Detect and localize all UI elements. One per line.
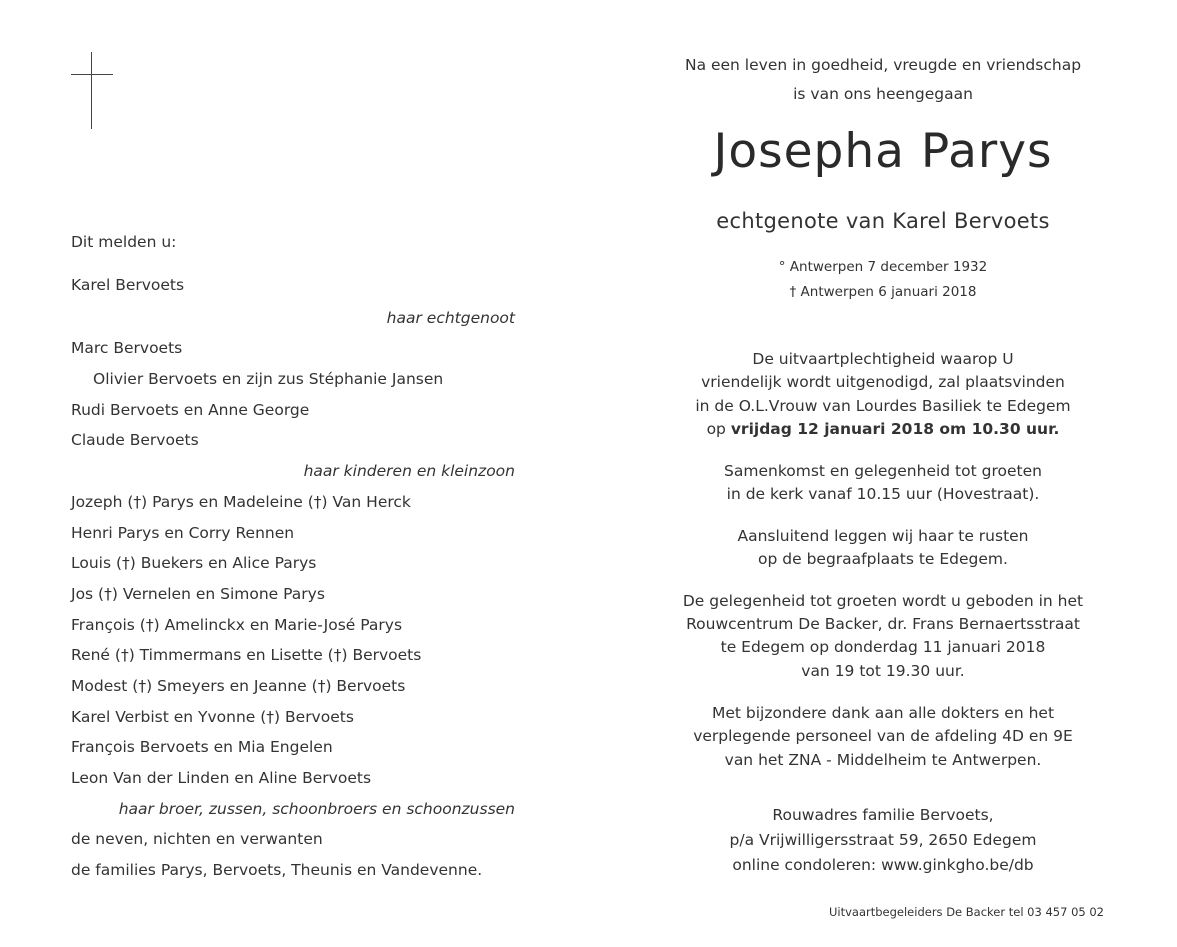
ceremony-line: vriendelijk wordt uitgenodigd, zal plaatsvinden [701, 373, 1065, 391]
mourner-line: Karel Bervoets [71, 276, 185, 294]
viewing-line: van 19 tot 19.30 uur. [801, 662, 965, 680]
mourner-line: François (†) Amelinckx en Marie-José Parys [71, 616, 403, 634]
opening-line: Na een leven in goedheid, vreugde en vriendschap [684, 56, 1082, 74]
relation-label: haar kinderen en kleinzoon [303, 462, 515, 480]
mourner-line: Louis (†) Buekers en Alice Parys [71, 554, 317, 572]
relation-label: haar echtgenoot [386, 309, 515, 327]
mourner-line: Henri Parys en Corry Rennen [71, 524, 295, 542]
opening-line: is van ons heengegaan [793, 85, 973, 103]
address-line: Rouwadres familie Bervoets, [772, 806, 994, 824]
viewing-line: Rouwcentrum De Backer, dr. Frans Bernaertsstraat [686, 615, 1080, 633]
death-line: † Antwerpen 6 januari 2018 [789, 284, 977, 300]
spouse-line: echtgenote van Karel Bervoets [716, 209, 1050, 233]
burial-line: Aansluitend leggen wij haar te rusten [737, 527, 1029, 545]
thanks-line: Met bijzondere dank aan alle dokters en het [711, 704, 1055, 722]
birth-line: ° Antwerpen 7 december 1932 [778, 259, 988, 275]
mourner-line: Olivier Bervoets en zijn zus Stéphanie Jansen [93, 370, 444, 388]
mourner-line: de neven, nichten en verwanten [71, 830, 323, 848]
mourner-line: Modest (†) Smeyers en Jeanne (†) Bervoets [71, 677, 406, 695]
mourner-line: Rudi Bervoets en Anne George [71, 401, 310, 419]
mourner-line: Jozeph (†) Parys en Madeleine (†) Van Herck [71, 493, 411, 511]
ceremony-line: in de O.L.Vrouw van Lourdes Basiliek te Edegem [695, 397, 1071, 415]
mourner-line: Jos (†) Vernelen en Simone Parys [71, 585, 325, 603]
burial-line: op de begraafplaats te Edegem. [758, 550, 1008, 568]
address-line: online condoleren: www.ginkgho.be/db [732, 856, 1034, 874]
viewing-line: te Edegem op donderdag 11 januari 2018 [720, 638, 1046, 656]
mourner-line: Leon Van der Linden en Aline Bervoets [71, 769, 372, 787]
mourner-line: René (†) Timmermans en Lisette (†) Bervoets [71, 646, 422, 664]
relation-label: haar broer, zussen, schoonbroers en schoonzussen [118, 800, 515, 818]
ceremony-line: De uitvaartplechtigheid waarop U [752, 350, 1014, 368]
cross-icon [71, 52, 113, 129]
mourner-line: Karel Verbist en Yvonne (†) Bervoets [71, 708, 354, 726]
mourner-line: de families Parys, Bervoets, Theunis en Vandevenne. [71, 861, 483, 879]
mourner-line: Marc Bervoets [71, 339, 183, 357]
deceased-name: Josepha Parys [713, 124, 1053, 179]
thanks-line: verplegende personeel van de afdeling 4D en 9E [693, 727, 1073, 745]
ceremony-prefix: op [706, 420, 731, 438]
cross-horizontal-bar [71, 74, 113, 75]
funeral-director-footer: Uitvaartbegeleiders De Backer tel 03 457 05 02 [828, 905, 1104, 919]
address-line: p/a Vrijwilligersstraat 59, 2650 Edegem [729, 831, 1037, 849]
ceremony-date-line [648, 420, 1118, 438]
ceremony-date: vrijdag 12 januari 2018 om 10.30 uur. [730, 420, 1060, 438]
gathering-line: in de kerk vanaf 10.15 uur (Hovestraat). [726, 485, 1040, 503]
intro-text: Dit melden u: [71, 233, 177, 251]
viewing-line: De gelegenheid tot groeten wordt u geboden in het [682, 592, 1084, 610]
mourner-line: François Bervoets en Mia Engelen [71, 738, 333, 756]
gathering-line: Samenkomst en gelegenheid tot groeten [724, 462, 1042, 480]
mourner-line: Claude Bervoets [71, 431, 199, 449]
thanks-line: van het ZNA - Middelheim te Antwerpen. [724, 751, 1042, 769]
cross-vertical-bar [91, 52, 92, 129]
